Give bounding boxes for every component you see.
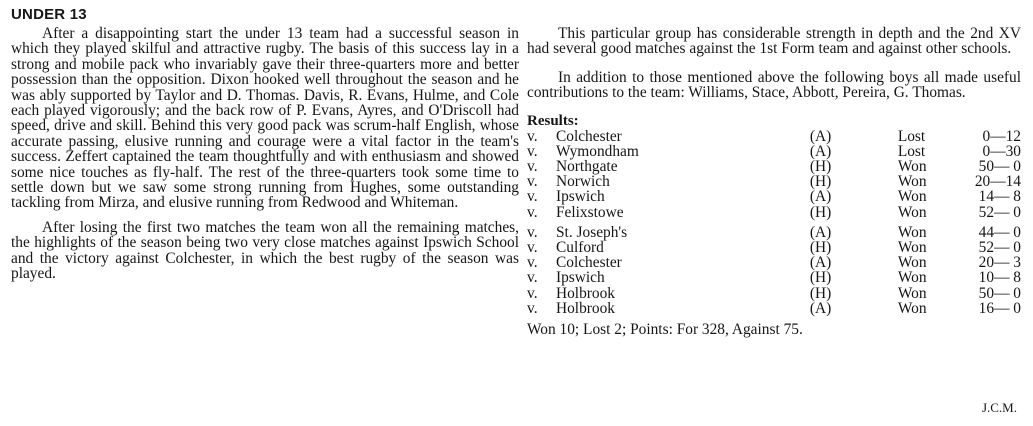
result-venue: (H): [809, 269, 832, 287]
result-opponent: Ipswich: [555, 188, 605, 206]
result-outcome: Won: [897, 269, 927, 287]
result-opponent: Norwich: [555, 173, 610, 191]
result-prefix: v.: [527, 239, 538, 257]
result-prefix: v.: [527, 254, 538, 272]
result-score: 44— 0: [978, 223, 1021, 241]
paragraph: After losing the first two matches the team won all the remaining matches, the highlights of the season being two very close matches against Ipswich School and the victory against Colchester, in which the best rugby of the season was played.: [11, 218, 519, 283]
result-row: [527, 301, 1021, 316]
result-prefix: v.: [527, 158, 538, 176]
left-column: [11, 26, 519, 282]
result-outcome: Won: [897, 223, 927, 241]
result-opponent: Holbrook: [555, 299, 615, 317]
paragraph: In addition to those mentioned above the following boys all made useful contributions to the team: Williams, Stace, Abbott, Pereira, G. Thomas.: [527, 68, 1021, 102]
result-outcome: Lost: [897, 127, 926, 145]
result-opponent: Culford: [555, 239, 604, 257]
result-row: [527, 129, 1021, 144]
result-outcome: Won: [897, 284, 927, 302]
result-outcome: Won: [897, 203, 927, 221]
result-score: 16— 0: [978, 299, 1021, 317]
section-heading: UNDER 13: [11, 6, 87, 23]
result-opponent: St. Joseph's: [555, 223, 628, 241]
result-venue: (H): [809, 158, 832, 176]
result-row: [527, 220, 1021, 240]
result-outcome: Won: [897, 239, 927, 257]
result-row: [527, 240, 1021, 255]
result-score: 50— 0: [978, 284, 1021, 302]
result-opponent: Ipswich: [555, 269, 605, 287]
result-outcome: Won: [897, 299, 927, 317]
result-row: [527, 189, 1021, 204]
result-venue: (H): [809, 203, 832, 221]
result-prefix: v.: [527, 203, 538, 221]
result-venue: (A): [809, 127, 832, 145]
right-column: [527, 26, 1021, 338]
result-venue: (A): [809, 223, 832, 241]
result-venue: (A): [809, 299, 832, 317]
result-outcome: Won: [897, 188, 927, 206]
season-summary: Won 10; Lost 2; Points: For 328, Against 75.: [527, 321, 803, 339]
result-score: 0—30: [978, 142, 1021, 160]
result-row: [527, 255, 1021, 270]
result-score: 0—12: [978, 127, 1021, 145]
result-venue: (H): [809, 239, 832, 257]
result-prefix: v.: [527, 223, 538, 241]
result-row: [527, 174, 1021, 189]
result-score: 20— 3: [978, 254, 1021, 272]
result-row: [527, 205, 1021, 220]
author-initials: J.C.M.: [981, 400, 1017, 415]
result-outcome: Lost: [897, 142, 926, 160]
result-opponent: Colchester: [555, 254, 622, 272]
result-prefix: v.: [527, 284, 538, 302]
result-venue: (A): [809, 142, 832, 160]
result-score: 52— 0: [978, 239, 1021, 257]
result-prefix: v.: [527, 142, 538, 160]
result-outcome: Won: [897, 254, 927, 272]
result-score: 10— 8: [978, 269, 1021, 287]
result-outcome: Won: [897, 158, 927, 176]
result-prefix: v.: [527, 188, 538, 206]
result-venue: (H): [809, 173, 832, 191]
result-score: 14— 8: [978, 188, 1021, 206]
result-row: [527, 159, 1021, 174]
result-prefix: v.: [527, 173, 538, 191]
result-opponent: Colchester: [555, 127, 622, 145]
result-opponent: Wymondham: [555, 142, 639, 160]
result-venue: (A): [809, 254, 832, 272]
result-venue: (A): [809, 188, 832, 206]
result-prefix: v.: [527, 269, 538, 287]
result-opponent: Northgate: [555, 158, 618, 176]
results-title: Results:: [527, 112, 579, 129]
result-prefix: v.: [527, 127, 538, 145]
result-row: [527, 286, 1021, 301]
result-venue: (H): [809, 284, 832, 302]
result-outcome: Won: [897, 173, 927, 191]
paragraph: After a disappointing start the under 13 team had a successful season in which they played skilful and attractive rugby. The basis of this success lay in a strong and mobile pack who invariably gave their three-quarters more and better possession than the opposition. Dixon hooked well throughout the season and he was ably supported by Taylor and D. Thomas. Davis, R. Evans, Hulme, and Cole each played vigorously; and the back row of P. Evans, Ayres, and O'Driscoll had speed, drive and skill. Behind this very good pack was scrum-half English, whose accurate passing, elusive running and courage were a vital factor in the team's success. Zeffert captained the team thoughtfully and with enthusiasm and showed some nice touches as fly-half. The rest of the three-quarters took some time to settle down but we saw some strong running from Hughes, some outstanding tackling from Mirza, and elusive running from Redwood and Whiteman.: [11, 25, 519, 212]
result-score: 20—14: [974, 173, 1021, 191]
result-score: 50— 0: [978, 158, 1021, 176]
result-prefix: v.: [527, 299, 538, 317]
result-opponent: Felixstowe: [555, 203, 624, 221]
result-row: [527, 270, 1021, 285]
paragraph: This particular group has considerable strength in depth and the 2nd XV had several good matches against the 1st Form team and against other schools.: [527, 25, 1021, 58]
result-opponent: Holbrook: [555, 284, 615, 302]
result-score: 52— 0: [978, 203, 1021, 221]
results-table: [527, 129, 1021, 316]
result-row: [527, 144, 1021, 159]
